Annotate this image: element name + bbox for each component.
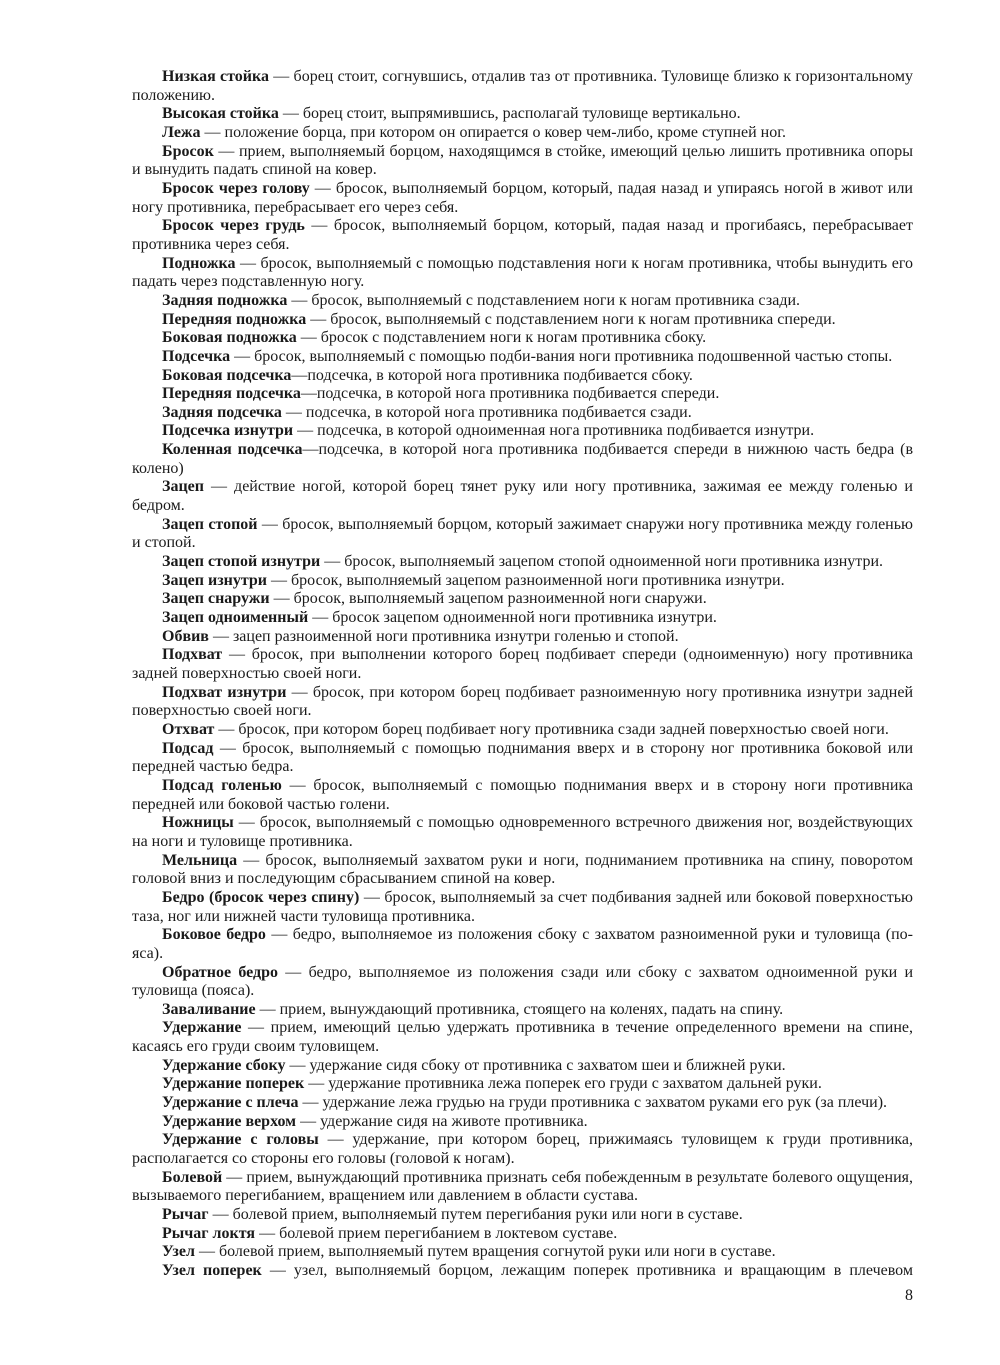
glossary-entry: [132, 1243, 913, 1262]
glossary-entry: [132, 348, 913, 367]
glossary-entry: [132, 590, 913, 609]
entry-term: Подсад: [162, 739, 214, 757]
glossary-entry: [132, 926, 913, 963]
entry-definition: — бросок, выполняемый борцом, который, падая назад и прогибаясь, перебрасывает противника через себя.: [132, 217, 913, 253]
entry-definition: — бедро, выполняемое из положения сбоку с захватом разноименной руки и туловища (по-яса).: [132, 926, 914, 962]
entry-term: Зацеп стопой: [162, 515, 258, 533]
entry-definition: — бросок, выполняемый захватом руки и ноги, подниманием противника на спину, поворотом головой вниз и последующим сбрасыванием спиной на ковер.: [132, 851, 913, 888]
glossary-entry: [132, 180, 913, 217]
entry-term: Мельница: [162, 851, 238, 869]
glossary-entry: [132, 1206, 913, 1225]
entry-term: Низкая стойка: [162, 68, 269, 85]
entry-term: Заваливание: [162, 1000, 256, 1018]
entry-definition: — болевой прием, выполняемый путем перегибания руки или ноги в суставе.: [208, 1206, 743, 1224]
entry-definition: — бросок, при выполнении которого борец подбивает спереди (одноименную) ногу противника задней поверхностью своей ноги.: [132, 646, 913, 682]
entry-definition: — положение борца, при котором он опирается о ковер чем-либо, кроме ступней ног.: [200, 123, 786, 141]
entry-definition: — удержание, при котором борец, прижимаясь туловищем к груди противника, располагается со стороны его головы (головой к ногам).: [132, 1131, 914, 1168]
entry-definition: —подсечка, в которой нога противника подбивается сбоку.: [291, 366, 693, 384]
entry-definition: — зацеп разноименной ноги противника изнутри голенью и стопой.: [208, 627, 679, 645]
glossary-entry: [132, 1113, 913, 1132]
glossary-entry: [132, 124, 913, 143]
entry-definition: — бросок, выполняемый зацепом стопой одноименной ноги противника изнутри.: [320, 553, 884, 571]
entry-term: Передняя подножка: [162, 310, 307, 328]
entry-definition: — бросок, выполняемый борцом, который, падая назад и упираясь ногой в живот или ногу противника, перебрасывает его через себя.: [132, 179, 913, 216]
entry-term: Коленная подсечка: [162, 441, 303, 459]
glossary-entry: [132, 422, 913, 441]
glossary-entry: [132, 1169, 913, 1206]
entry-term: Зацеп изнутри: [162, 571, 268, 589]
entry-term: Высокая стойка: [162, 105, 279, 123]
entry-term: Бросок через грудь: [162, 217, 305, 235]
glossary-entry: [132, 777, 913, 814]
glossary-entry: [132, 889, 913, 926]
entry-definition: — бедро, выполняемое из положения сзади или сбоку с захватом одноименной руки и туловища (пояса).: [132, 963, 914, 1000]
entry-definition: — бросок, при котором борец подбивает ногу противника сзади задней поверхностью своей ноги.: [214, 720, 889, 738]
entry-definition: — борец стоит, согнувшись, отдалив таз от противника. Туловище близко к горизонтальному положению.: [132, 68, 914, 104]
entry-term: Бросок через голову: [162, 179, 310, 197]
entry-definition: — прием, имеющий целью удержать противника в течение определенного времени на спине, касаясь его груди своим туловищем.: [132, 1019, 913, 1056]
entry-definition: — болевой прием перегибанием в локтевом суставе.: [255, 1224, 618, 1242]
entry-term: Боковая подсечка: [162, 366, 292, 384]
entry-term: Подсечка: [162, 347, 231, 365]
entry-definition: — прием, выполняемый борцом, находящимся в стойке, имеющий целью лишить противника опоры и вынудить падать спиной на ковер.: [132, 142, 913, 179]
entry-term: Удержание верхом: [162, 1112, 297, 1130]
glossary-entry: [132, 646, 913, 683]
entry-definition: — бросок, выполняемый с подставлением ноги к ногам противника сзади.: [287, 291, 801, 309]
entry-term: Задняя подсечка: [162, 403, 282, 421]
glossary-entry: [132, 1075, 913, 1094]
glossary-entry: [132, 852, 913, 889]
entry-term: Узел поперек: [162, 1262, 262, 1279]
entry-term: Удержание поперек: [162, 1075, 305, 1093]
glossary-entry: [132, 478, 913, 515]
entry-definition: — бросок, выполняемый с помощью поднимания вверх и в сторону ног противника боковой или передней частью бедра.: [132, 739, 913, 776]
glossary-entry: [132, 1057, 913, 1076]
entry-definition: — бросок, выполняемый зацепом разноименной ноги снаружи.: [269, 590, 707, 608]
entry-definition: —подсечка, в которой нога противника подбивается спереди.: [300, 385, 720, 403]
glossary-entry: [132, 441, 913, 478]
entry-definition: — бросок с подставлением ноги к ногам противника сбоку.: [296, 329, 707, 347]
entry-term: Отхват: [162, 720, 215, 738]
glossary-entry: [132, 1019, 913, 1056]
glossary-entry: [132, 572, 913, 591]
entry-definition: — бросок, выполняемый с помощью подби-вания ноги противника подошвенной частью стопы.: [230, 347, 893, 365]
entry-term: Боковая подножка: [162, 329, 297, 347]
glossary-entry: [132, 721, 913, 740]
entry-definition: — бросок, выполняемый за счет подбивания задней или боковой поверхностью таза, ног или нижней части туловища противника.: [132, 888, 914, 925]
entry-definition: — бросок, выполняемый с помощью поднимания вверх и в сторону ноги противника передней или боковой частью голени.: [132, 776, 914, 813]
entry-term: Рычаг локтя: [162, 1224, 256, 1242]
glossary-entry: [132, 814, 913, 851]
glossary-entry: [132, 628, 913, 647]
entry-term: Подножка: [162, 254, 236, 272]
glossary-entry: [132, 609, 913, 628]
entry-term: Задняя подножка: [162, 291, 288, 309]
entry-definition: — бросок, при котором борец подбивает разноименную ногу противника изнутри задней поверхностью своей ноги.: [132, 683, 913, 720]
entry-term: Подхват: [162, 646, 223, 664]
glossary-entry: [132, 553, 913, 572]
entry-definition: — узел, выполняемый борцом, лежащим поперек противника и вращающим в плечевом: [261, 1262, 914, 1279]
entry-term: Ножницы: [162, 814, 234, 832]
glossary-entry: [132, 964, 913, 1001]
page-number: 8: [905, 1287, 913, 1304]
entry-definition: — подсечка, в которой одноименная нога противника подбивается изнутри.: [293, 422, 815, 440]
glossary-entry: [132, 516, 913, 553]
entry-definition: — удержание противника лежа поперек его груди с захватом дальней руки.: [304, 1075, 822, 1093]
entry-definition: — бросок зацепом одноименной ноги противника изнутри.: [308, 609, 717, 627]
entry-term: Удержание сбоку: [162, 1056, 286, 1074]
entry-definition: — бросок, выполняемый с подставлением ноги к ногам противника спереди.: [306, 310, 836, 328]
entry-definition: — прием, вынуждающий противника признать себя побежденным в результате болевого ощущения, вызываемого перегибанием, вращением или давлением в области сустава.: [132, 1168, 913, 1205]
glossary-entry: [132, 292, 913, 311]
entry-term: Зацеп одноименный: [162, 609, 309, 627]
entry-definition: — удержание лежа грудью на груди противника с захватом руками его рук (за плечи).: [298, 1094, 888, 1112]
entry-definition: —подсечка, в которой нога противника подбивается спереди в нижнюю часть бедра (в колено): [132, 441, 913, 477]
entry-definition: — удержание сидя на животе противника.: [296, 1112, 588, 1130]
glossary-entry: [132, 143, 913, 180]
entry-term: Подсад голенью: [162, 776, 282, 794]
entry-definition: — бросок, выполняемый с помощью подставления ноги к ногам противника, чтобы вынудить его падать через подставленную ногу.: [132, 254, 913, 291]
glossary-entry: [132, 385, 913, 404]
entry-term: Удержание с плеча: [162, 1094, 299, 1112]
entry-definition: — прием, вынуждающий противника, стоящего на коленях, падать на спину.: [255, 1000, 784, 1018]
entry-term: Бросок: [162, 142, 214, 160]
entry-term: Болевой: [162, 1168, 223, 1186]
glossary-entry: [132, 329, 913, 348]
entry-definition: — борец стоит, выпрямившись, располагай туловище вертикально.: [278, 105, 741, 123]
entry-term: Удержание: [162, 1019, 242, 1037]
glossary-entry: [132, 740, 913, 777]
entry-definition: — болевой прием, выполняемый путем вращения согнутой руки или ноги в суставе.: [194, 1243, 776, 1261]
entry-definition: — бросок, выполняемый борцом, который зажимает снаружи ногу противника между голенью и стопой.: [132, 515, 913, 552]
glossary-entry: [132, 684, 913, 721]
entry-term: Бедро (бросок через спину): [162, 888, 360, 906]
glossary-entry: [132, 217, 913, 254]
entry-term: Рычаг: [162, 1206, 209, 1224]
glossary-entry: [132, 255, 913, 292]
entry-term: Боковое бедро: [162, 926, 266, 944]
entry-term: Обратное бедро: [162, 963, 279, 981]
entry-term: Зацеп: [162, 478, 204, 496]
entry-definition: — бросок, выполняемый зацепом разноименной ноги противника изнутри.: [267, 571, 785, 589]
entry-term: Лежа: [162, 123, 201, 141]
glossary-entry: [132, 1094, 913, 1113]
entry-term: Подхват изнутри: [162, 683, 287, 701]
entry-definition: — удержание сидя сбоку от противника с захватом шеи и ближней руки.: [285, 1056, 786, 1074]
entry-term: Зацеп снаружи: [162, 590, 270, 608]
glossary-entry: [132, 1131, 913, 1168]
entry-term: Передняя подсечка: [162, 385, 301, 403]
glossary-entry: [132, 311, 913, 330]
entry-term: Узел: [162, 1243, 195, 1261]
entry-term: Удержание с головы: [162, 1131, 319, 1149]
glossary-entry: [132, 68, 913, 105]
entry-term: Обвив: [162, 627, 209, 645]
entry-definition: — действие ногой, которой борец тянет руку или ногу противника, зажимая ее между голенью и бедром.: [132, 478, 913, 515]
entry-term: Подсечка изнутри: [162, 422, 294, 440]
entry-term: Зацеп стопой изнутри: [162, 553, 321, 571]
glossary-entry: [132, 404, 913, 423]
glossary-entry: [132, 105, 913, 124]
glossary-body: [132, 68, 913, 1281]
glossary-entry: [132, 1001, 913, 1020]
entry-definition: — бросок, выполняемый с помощью одновременного встречного движения ног, воздействующих на ноги и туловище противника.: [132, 814, 913, 850]
entry-definition: — подсечка, в которой нога противника подбивается сзади.: [281, 403, 692, 421]
glossary-entry: [132, 1225, 913, 1244]
glossary-entry: [132, 367, 913, 386]
glossary-entry: [132, 1262, 913, 1281]
